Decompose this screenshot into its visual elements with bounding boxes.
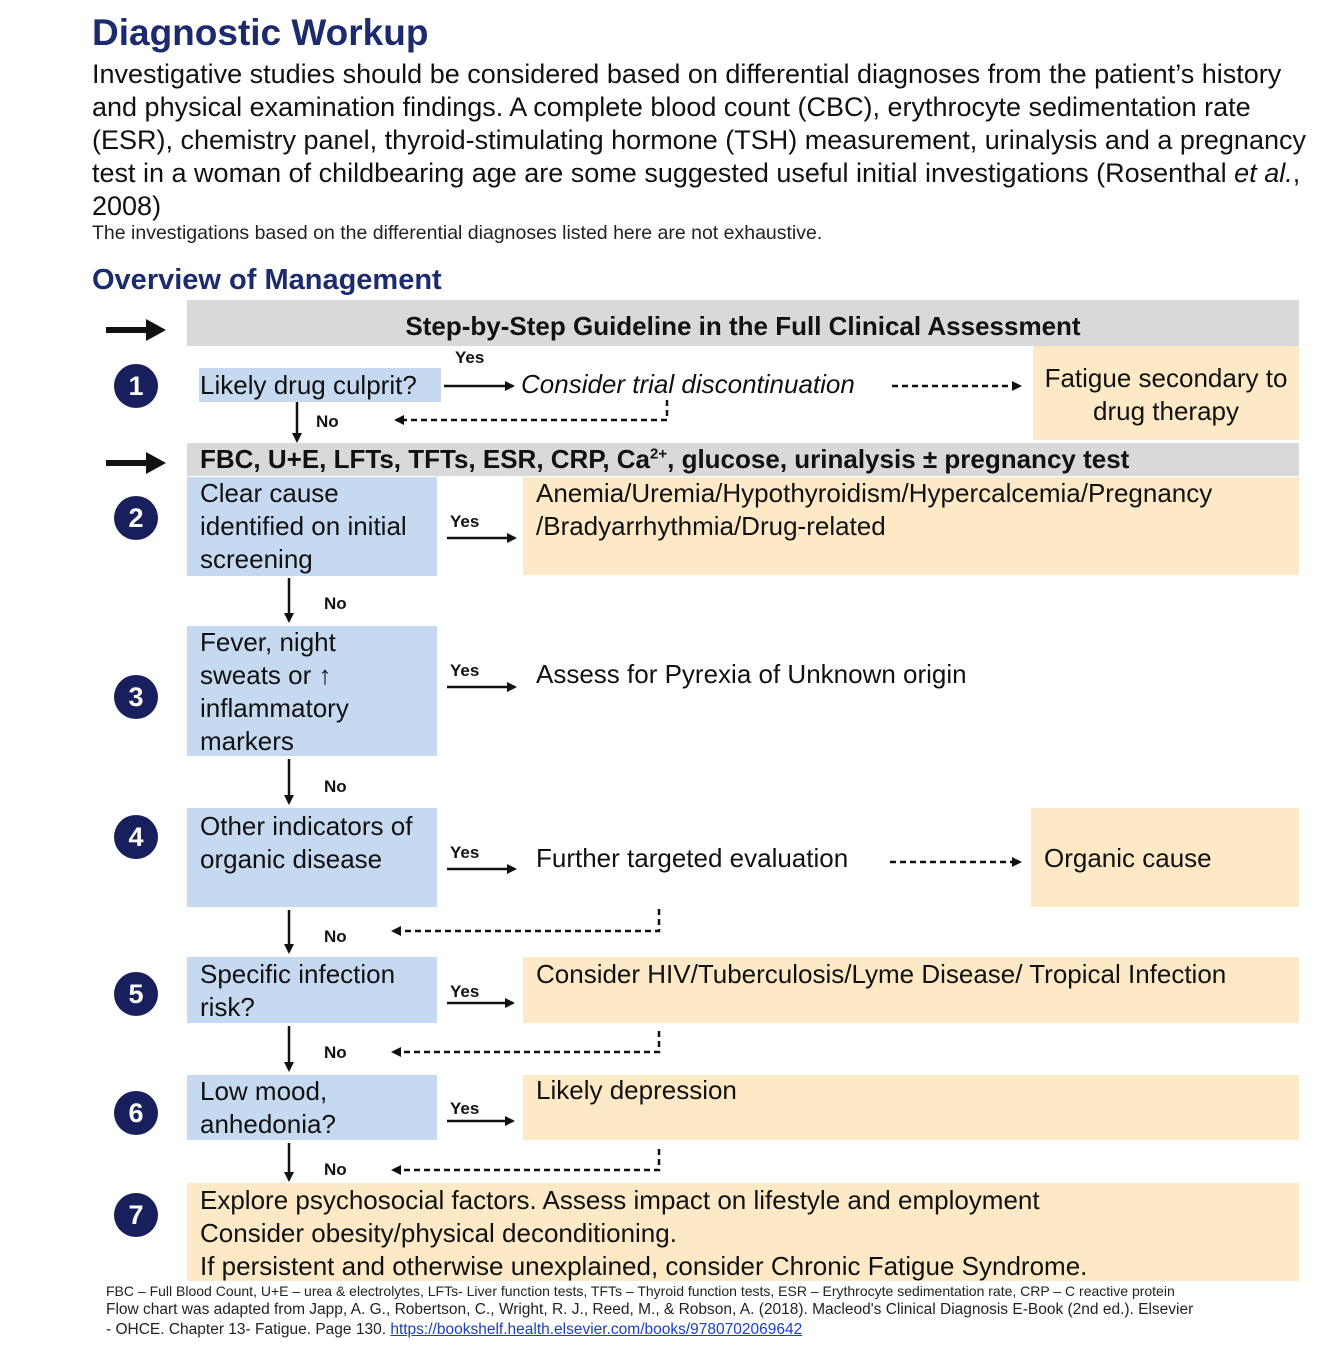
no-label: No <box>324 1160 347 1179</box>
pointer-arrow-icon <box>106 319 166 341</box>
section-title: Overview of Management <box>92 264 442 296</box>
no-label: No <box>324 1043 347 1062</box>
step1-outcome: Fatigue secondary to drug therapy <box>1044 363 1288 426</box>
step7-line1: Explore psychosocial factors. Assess impact on lifestyle and employment <box>200 1185 1040 1215</box>
source-link[interactable]: https://bookshelf.health.elsevier.com/books/9780702069642 <box>390 1321 803 1338</box>
step2-outcome: Anemia/Uremia/Hypothyroidism/Hypercalcemia/Pregnancy /Bradyarrhythmia/Drug-related <box>536 478 1213 541</box>
step4-action: Further targeted evaluation <box>536 843 849 873</box>
step1-action: Consider trial discontinuation <box>521 369 855 399</box>
step-badge-3: 3 <box>114 675 158 719</box>
step-badge-5: 5 <box>114 972 158 1016</box>
source-citation-text: - OHCE. Chapter 13- Fatigue. Page 130. <box>106 1321 391 1338</box>
source-citation-cont <box>106 1321 802 1339</box>
step6-outcome: Likely depression <box>536 1075 737 1105</box>
step3-outcome: Assess for Pyrexia of Unknown origin <box>536 659 967 689</box>
step4-outcome: Organic cause <box>1044 843 1212 873</box>
page-title: Diagnostic Workup <box>92 12 429 53</box>
step7-line3: If persistent and otherwise unexplained, consider Chronic Fatigue Syndrome. <box>200 1251 1088 1281</box>
dashed-return-arrow <box>393 909 659 931</box>
pointer-arrow-icon <box>106 452 166 474</box>
no-label: No <box>324 777 347 796</box>
step5-question: Specific infection risk? <box>200 959 396 1022</box>
source-citation: Flow chart was adapted from Japp, A. G., Robertson, C., Wright, R. J., Reed, M., & Robson, A. (2018). Macleod's Clinical Diagnosis E-Book (2nd ed.). Elsevier <box>106 1301 1194 1318</box>
step-badge-7: 7 <box>114 1193 158 1237</box>
dashed-return-arrow <box>393 1031 659 1052</box>
step-badge-1: 1 <box>114 364 158 408</box>
no-label: No <box>324 594 347 613</box>
yes-label: Yes <box>450 661 480 680</box>
intro-italic: et al. <box>1234 158 1293 188</box>
step1-question: Likely drug culprit? <box>200 370 417 400</box>
yes-label: Yes <box>450 982 480 1001</box>
abbreviations-note: FBC – Full Blood Count, U+E – urea & electrolytes, LFTs- Liver function tests, TFTs – Thyroid function tests, ESR – Erythrocyte sedimentation rate, CRP – C reactive protein <box>106 1283 1175 1299</box>
step-badge-4: 4 <box>114 815 158 859</box>
step7-line2: Consider obesity/physical deconditioning. <box>200 1218 677 1248</box>
no-label: No <box>316 412 339 431</box>
no-label: No <box>324 927 347 946</box>
intro-note: The investigations based on the differential diagnoses listed here are not exhaustive. <box>92 222 823 244</box>
dashed-return-arrow <box>393 1149 659 1170</box>
step5-outcome: Consider HIV/Tuberculosis/Lyme Disease/ Tropical Infection <box>536 959 1227 989</box>
step4-question: Other indicators of organic disease <box>200 811 413 874</box>
intro-text: Investigative studies should be considered based on differential diagnoses from the patient’s history and physical examination findings. A complete blood count (CBC), erythrocyte sedimentation rate (ESR), chemistry panel, thyroid-stimulating hormone (TSH) measurement, urinalysis and a pregnancy test in a woman of childbearing age are some suggested useful initial investigations (Rosenthal <box>92 59 1306 188</box>
step6-question: Low mood, anhedonia? <box>200 1076 336 1139</box>
banner-title: Step-by-Step Guideline in the Full Clinical Assessment <box>405 311 1081 341</box>
step-badge-2: 2 <box>114 496 158 540</box>
tests-text-pre: FBC, U+E, LFTs, TFTs, ESR, CRP, Ca <box>200 444 651 474</box>
tests-text-sup: 2+ <box>650 445 668 463</box>
step2-question: Clear cause identified on initial screening <box>200 478 407 574</box>
step-badge-6: 6 <box>114 1091 158 1135</box>
tests-text-post: , glucose, urinalysis ± pregnancy test <box>667 444 1130 474</box>
yes-label: Yes <box>450 843 480 862</box>
step3-question: Fever, night sweats or ↑ inflammatory markers <box>200 627 349 756</box>
yes-label: Yes <box>450 1099 480 1118</box>
yes-label: Yes <box>450 512 480 531</box>
intro-text-end: , 2008) <box>92 158 1301 221</box>
yes-label: Yes <box>455 348 485 367</box>
dashed-return-arrow <box>396 400 667 420</box>
